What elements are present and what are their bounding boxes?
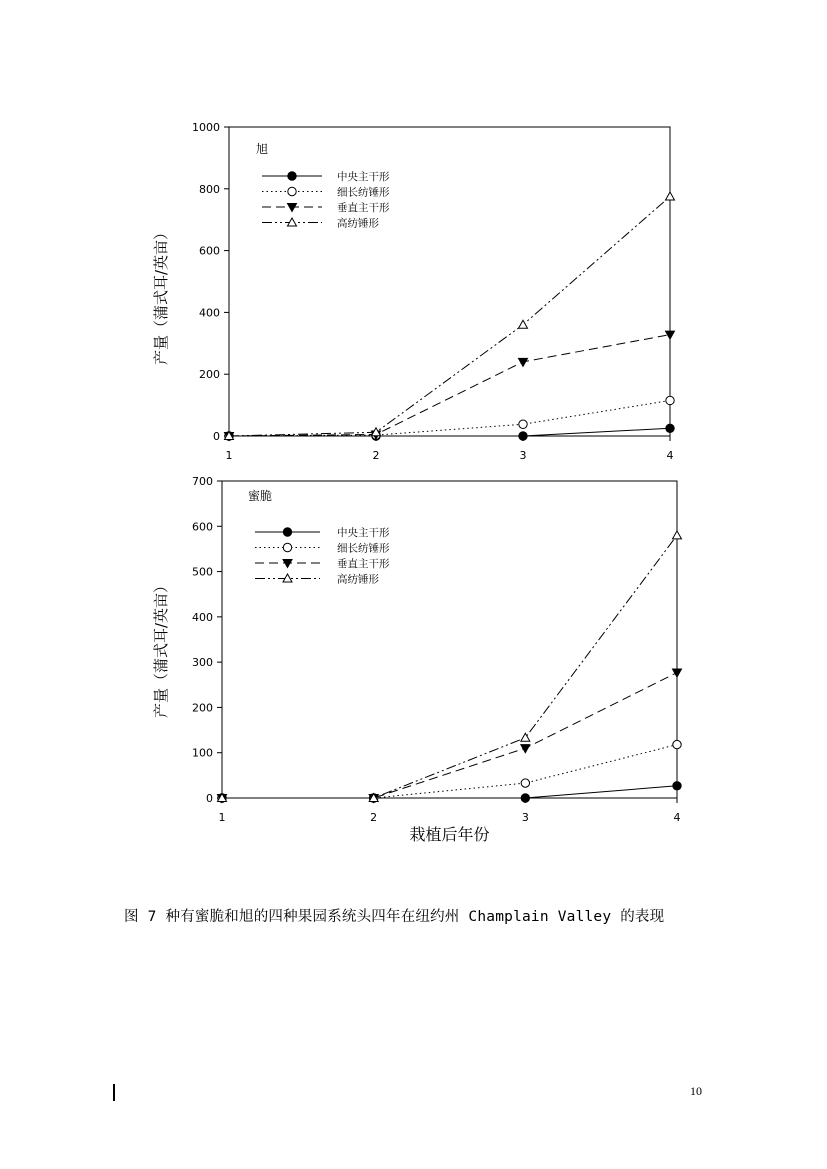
panel1-title: 旭 — [256, 142, 269, 156]
panel1-ytick-label: 400 — [199, 306, 220, 320]
panel2-legend-label-4: 高纺锤形 — [337, 573, 379, 586]
panel2-ytick-label: 600 — [192, 520, 213, 534]
page-number: 10 — [690, 1084, 702, 1098]
panel2-xlabel: 栽植后年份 — [409, 825, 490, 844]
panel1-ytick-label: 600 — [199, 244, 220, 258]
panel2-xtick-label: 3 — [521, 811, 529, 824]
panel2-legend-label-1: 中央主干形 — [337, 527, 390, 539]
panel2-title: 蜜脆 — [248, 489, 273, 503]
panel1-ylabel: 产量（蒲式耳/英亩） — [152, 224, 170, 366]
panel2-legend-label-3: 垂直主干形 — [337, 558, 390, 570]
panel1-xtick-label: 1 — [225, 449, 233, 462]
panel1-legend-label-2: 细长纺锤形 — [337, 186, 390, 199]
panel2-legend-marker-2 — [283, 543, 291, 551]
panel2-ytick-label: 400 — [192, 610, 213, 624]
panel2-series-4-point — [521, 733, 530, 741]
panel2-series-2-point — [521, 779, 529, 787]
panel1-series-1-point — [519, 432, 527, 440]
panel2-series-line-1 — [222, 786, 677, 798]
panel2-xtick-label: 4 — [673, 811, 681, 824]
panel2-ylabel: 产量（蒲式耳/英亩） — [152, 577, 170, 719]
panel2-xtick-label: 2 — [370, 811, 378, 824]
text-cursor — [113, 1084, 115, 1101]
panel1-series-line-3 — [229, 335, 670, 436]
panel2-ytick-label: 300 — [192, 656, 213, 670]
panel2-legend-marker-1 — [283, 528, 291, 536]
panel1-ytick-label: 1000 — [192, 121, 220, 134]
panel1-xtick-label: 4 — [666, 449, 674, 462]
panel1-series-3-point — [666, 331, 675, 339]
panel2-series-4-point — [673, 531, 682, 539]
panel1-series-1-point — [666, 424, 674, 432]
panel1-legend-label-1: 中央主干形 — [337, 171, 390, 183]
panel1-xtick-label: 2 — [372, 449, 380, 462]
panel2-series-line-4 — [222, 535, 677, 798]
panel2-ytick-label: 0 — [206, 792, 213, 805]
panel2-ytick-label: 500 — [192, 565, 213, 579]
panel2-series-3-point — [673, 669, 682, 677]
panel2-series-2-point — [673, 740, 681, 748]
panel1-ytick-label: 0 — [213, 430, 220, 443]
panel1-legend-label-3: 垂直主干形 — [337, 202, 390, 214]
panel2-series-3-point — [521, 745, 530, 753]
panel1-series-3-point — [519, 358, 528, 366]
panel2-ytick-label: 200 — [192, 701, 213, 715]
panel2-xtick-label: 1 — [218, 811, 226, 824]
panel1-legend-label-4: 高纺锤形 — [337, 217, 379, 230]
figure-caption: 图 7 种有蜜脆和旭的四种果园系统头四年在纽约州 Champlain Valley 的表现 — [124, 909, 665, 925]
panel1-series-2-point — [666, 396, 674, 404]
panel1-ytick-label: 200 — [199, 368, 220, 382]
panel2-series-1-point — [521, 794, 529, 802]
panel1-series-line-4 — [229, 197, 670, 436]
panel1-xtick-label: 3 — [519, 449, 527, 462]
panel2-series-line-3 — [222, 673, 677, 798]
panel2-series-line-2 — [222, 745, 677, 798]
panel1-ytick-label: 800 — [199, 182, 220, 196]
panel2-ytick-label: 100 — [192, 746, 213, 760]
panel1-legend-marker-2 — [288, 187, 296, 195]
panel1-series-4-point — [519, 320, 528, 328]
panel2-legend-label-2: 细长纺锤形 — [337, 542, 390, 555]
panel1-series-2-point — [519, 420, 527, 428]
panel2-ytick-label: 700 — [192, 475, 213, 488]
panel2-series-1-point — [673, 782, 681, 790]
panel1-series-4-point — [666, 192, 675, 200]
panel1-series-line-2 — [229, 400, 670, 436]
panel1-legend-marker-1 — [288, 172, 296, 180]
